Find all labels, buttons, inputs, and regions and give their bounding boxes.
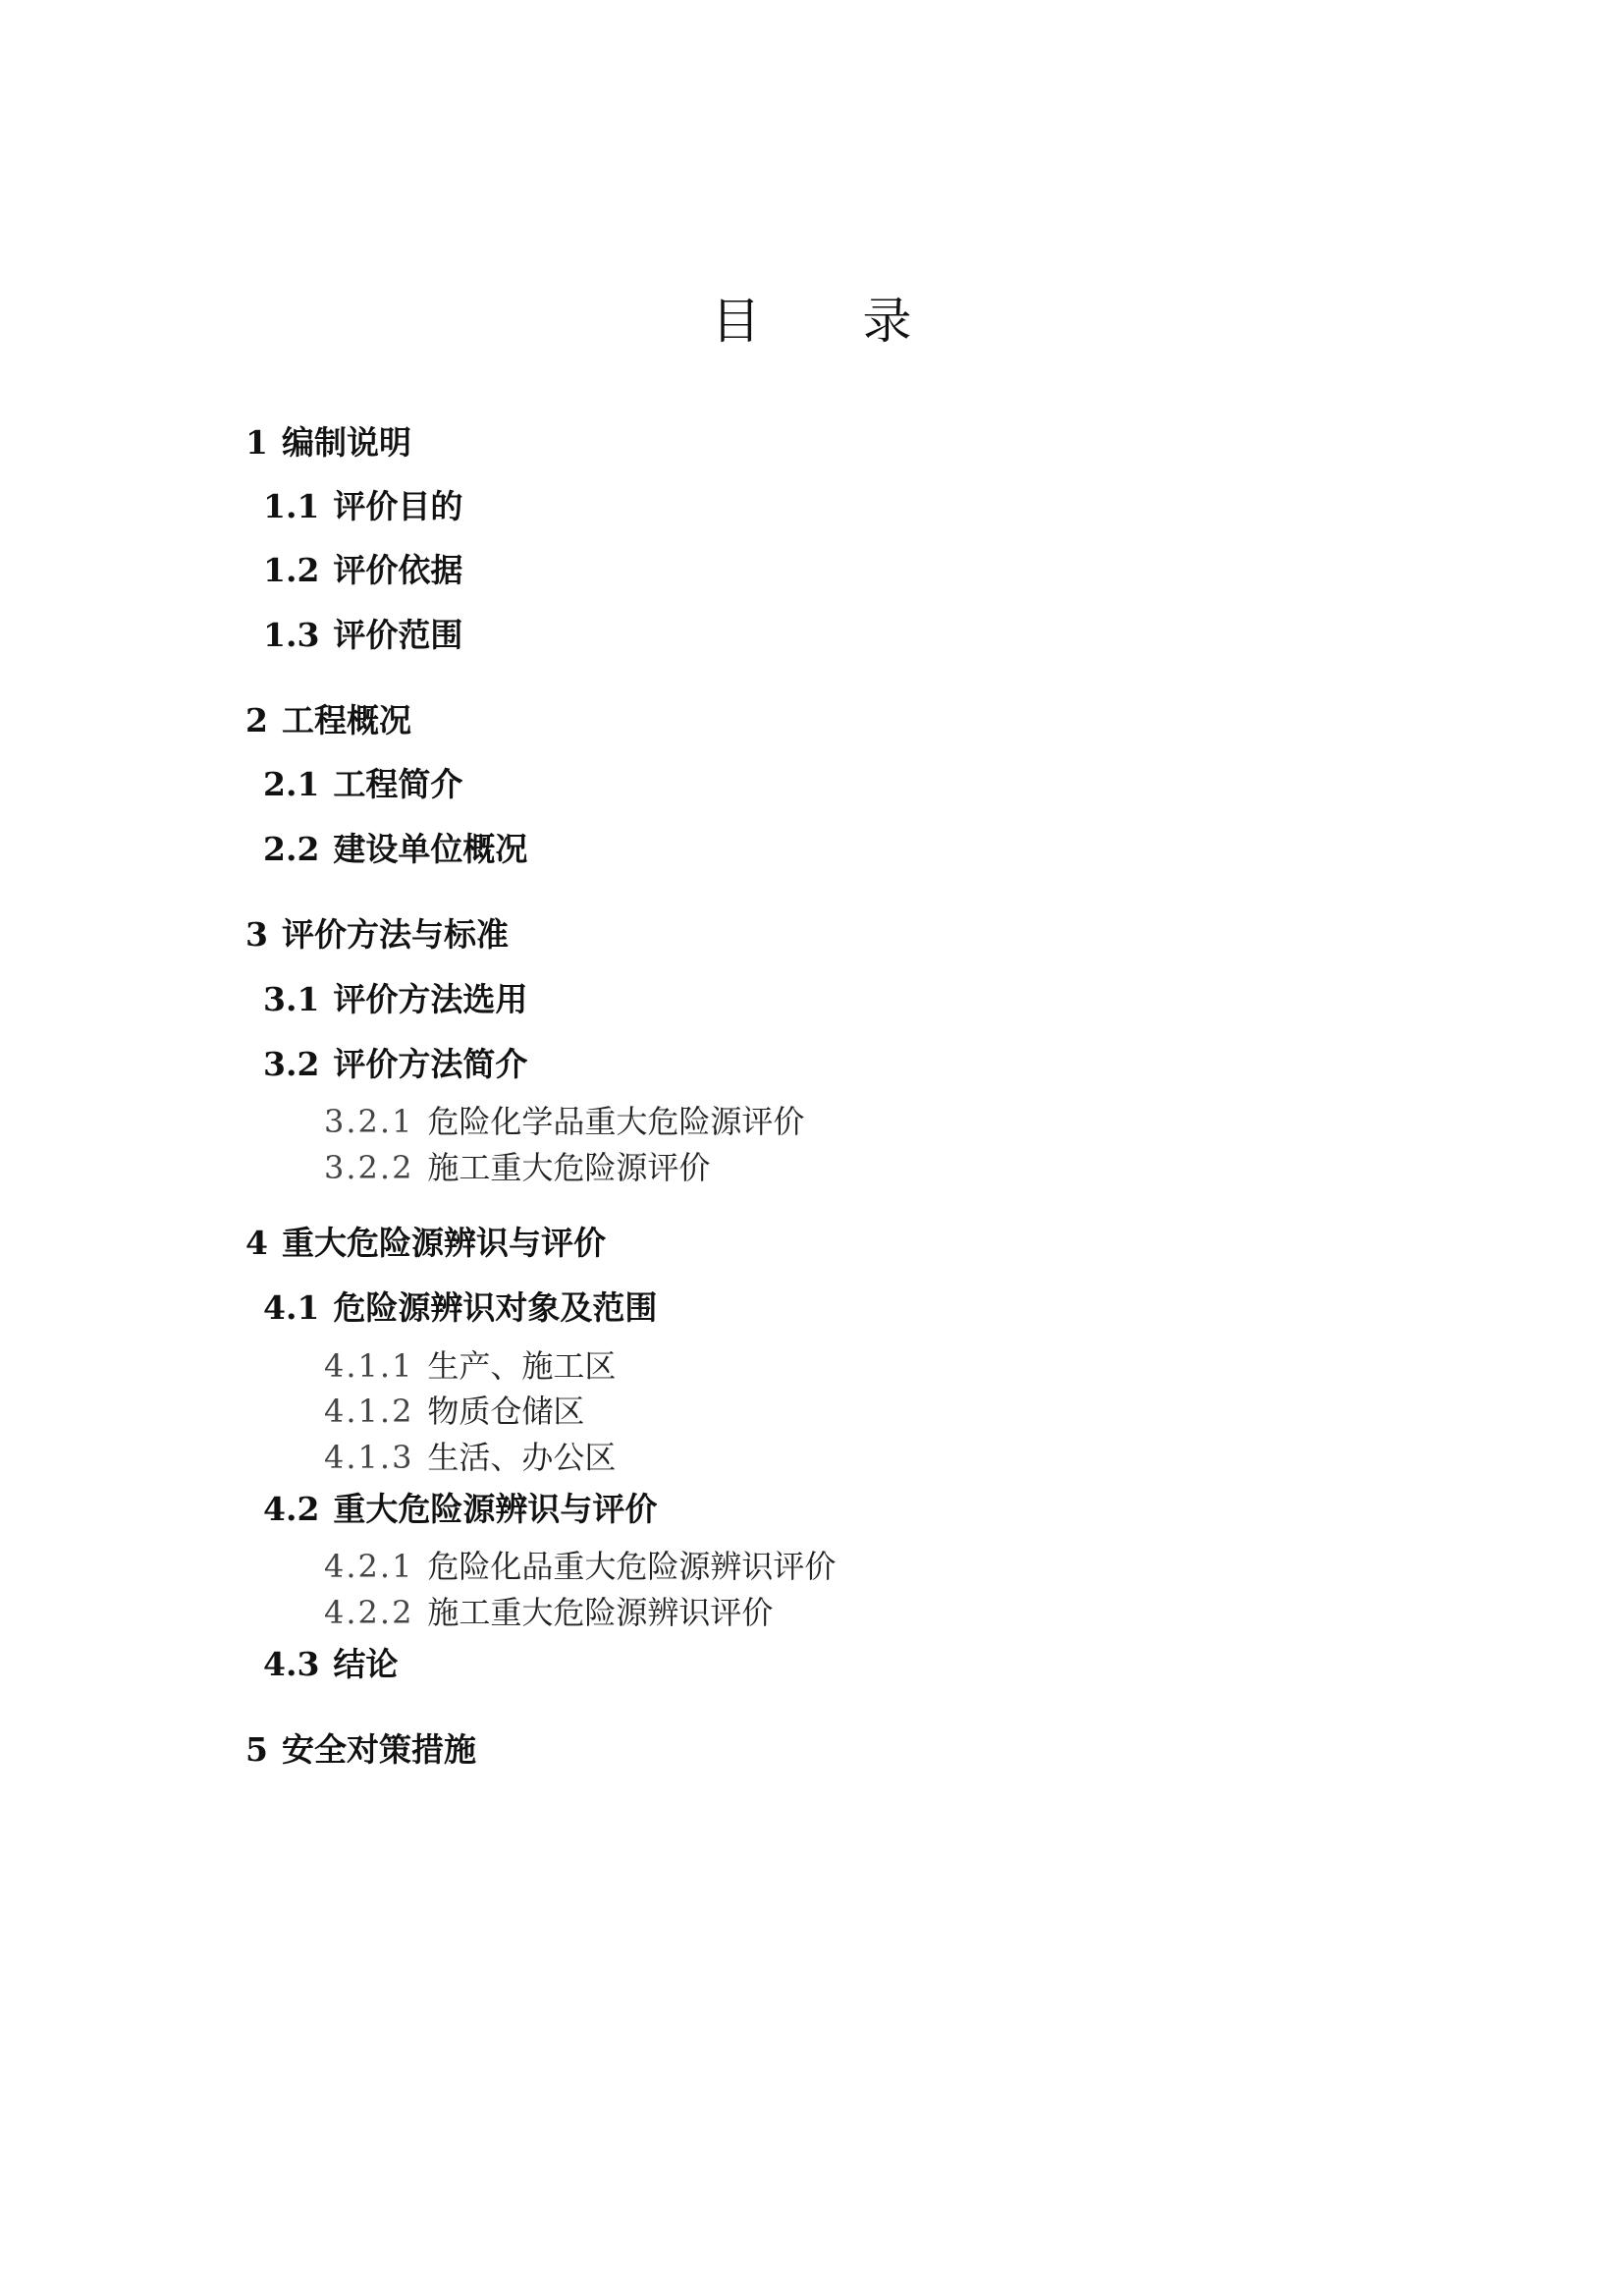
toc-entry[interactable] <box>324 1436 616 1479</box>
toc-entry[interactable] <box>324 1100 804 1143</box>
toc-entry[interactable] <box>263 1642 398 1687</box>
toc-entry-text: 生产、施工区 <box>427 1347 617 1385</box>
toc-entry[interactable] <box>263 977 527 1022</box>
toc-entry[interactable] <box>263 1487 657 1532</box>
toc-entry-text: 建设单位概况 <box>333 830 528 868</box>
toc-entry-text: 危险化学品重大危险源评价 <box>427 1103 805 1140</box>
toc-entry-number: 4.2.2 <box>324 1594 414 1631</box>
toc-entry-number: 1 <box>245 423 268 462</box>
toc-entry-number: 4.2.1 <box>324 1548 414 1585</box>
toc-entry-text: 物质仓储区 <box>427 1393 585 1430</box>
toc-entry-text: 编制说明 <box>281 423 411 462</box>
toc-entry[interactable] <box>324 1344 616 1388</box>
toc-entry-text: 评价范围 <box>333 616 463 654</box>
toc-entry-text: 评价方法选用 <box>333 980 528 1018</box>
toc-entry-text: 评价方法与标准 <box>281 915 509 954</box>
toc-entry-number: 3.2.1 <box>324 1103 414 1140</box>
toc-entry-number: 4.3 <box>263 1645 320 1683</box>
toc-entry[interactable] <box>263 484 462 529</box>
toc-entry-number: 3.2.2 <box>324 1149 414 1186</box>
toc-entry[interactable] <box>324 1545 836 1588</box>
toc-entry-text: 安全对策措施 <box>281 1730 476 1769</box>
toc-entry[interactable] <box>324 1591 773 1634</box>
toc-entry-text: 评价方法简介 <box>333 1045 528 1083</box>
toc-entry-number: 4.1.1 <box>324 1347 414 1385</box>
toc-entry[interactable] <box>245 1221 606 1266</box>
toc-entry[interactable] <box>245 1727 476 1773</box>
toc-entry-text: 工程简介 <box>333 765 463 803</box>
toc-entry-number: 1.2 <box>263 551 320 589</box>
toc-entry-number: 3 <box>245 915 268 954</box>
toc-entry-number: 5 <box>245 1730 268 1769</box>
toc-entry[interactable] <box>245 912 509 957</box>
toc-entry-number: 1.3 <box>263 616 320 654</box>
toc-entry-number: 1.1 <box>263 487 320 525</box>
toc-entry[interactable] <box>263 1285 657 1331</box>
toc-entry-text: 危险源辨识对象及范围 <box>333 1288 658 1327</box>
toc-entry[interactable] <box>263 827 527 872</box>
toc-entry-number: 2.1 <box>263 765 320 803</box>
toc-entry-text: 评价依据 <box>333 551 463 589</box>
toc-entry[interactable] <box>263 1042 527 1087</box>
toc-entry-number: 4.1 <box>263 1288 320 1327</box>
toc-entry[interactable] <box>324 1390 584 1433</box>
toc-entry-number: 4.1.3 <box>324 1439 414 1476</box>
toc-entry-text: 生活、办公区 <box>427 1439 617 1476</box>
toc-entry-text: 评价目的 <box>333 487 463 525</box>
toc-entry[interactable] <box>245 698 411 743</box>
toc-entry-number: 4 <box>245 1224 268 1262</box>
toc-entry-number: 4.1.2 <box>324 1393 414 1430</box>
toc-entry-text: 施工重大危险源评价 <box>427 1149 711 1186</box>
toc-entry-text: 重大危险源辨识与评价 <box>281 1224 606 1262</box>
toc-entry-number: 4.2 <box>263 1490 320 1528</box>
page-title: 目 录 <box>711 293 955 350</box>
toc-entry[interactable] <box>263 548 462 593</box>
toc-entry-text: 工程概况 <box>281 701 411 739</box>
toc-entry[interactable] <box>324 1146 710 1189</box>
toc-entry-text: 施工重大危险源辨识评价 <box>427 1594 774 1631</box>
toc-entry[interactable] <box>263 762 462 807</box>
toc-entry[interactable] <box>263 613 462 658</box>
toc-entry-text: 结论 <box>333 1645 399 1683</box>
toc-entry-number: 3.2 <box>263 1045 320 1083</box>
toc-entry-number: 3.1 <box>263 980 320 1018</box>
toc-entry-text: 危险化品重大危险源辨识评价 <box>427 1548 837 1585</box>
toc-entry-number: 2 <box>245 701 268 739</box>
toc-entry-number: 2.2 <box>263 830 320 868</box>
toc-entry-text: 重大危险源辨识与评价 <box>333 1490 658 1528</box>
toc-entry[interactable] <box>245 420 411 465</box>
